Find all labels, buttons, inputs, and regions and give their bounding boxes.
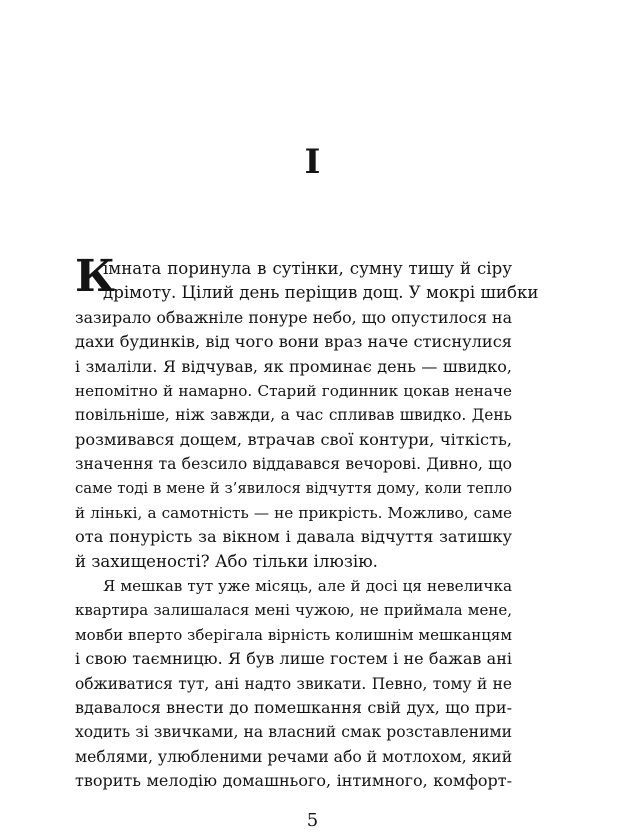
text-line: розмивався дощем, втрачав свої контури, чіткість, <box>75 429 512 449</box>
text-line: й захищеності? Або тільки ілюзію. <box>75 551 378 571</box>
text-line: обживатися тут, ані надто звикати. Певно, тому й не <box>75 674 512 693</box>
text-line: повільніше, ніж завжди, а час спливав швидко. День <box>75 406 512 425</box>
text-line: ходить зі звичками, на власний смак розставленими <box>75 723 512 742</box>
text-line: дахи будинків, від чого вони враз наче стиснулися <box>75 332 512 352</box>
text-line: ота понурість за вікном і давала відчуття затишку <box>75 527 512 547</box>
text-line: меблями, улюбленими речами або й мотлохом, який <box>75 747 513 766</box>
text-line: непомітно й намарно. Старий годинник цокав неначе <box>75 381 512 400</box>
chapter-number: I <box>304 142 321 182</box>
text-line: і змаліли. Я відчував, як проминає день — швидко, <box>75 356 512 376</box>
text-line: й лінькі, а самотність — не прикрість. Можливо, саме <box>75 503 512 522</box>
drop-cap: К <box>75 251 114 302</box>
text-line: зазирало обважніле понуре небо, що опустилося на <box>75 307 512 327</box>
text-line: Я мешкав тут уже місяць, але й досі ця невеличка <box>103 577 512 596</box>
text-line: вдавалося внести до помешкання свій дух, що при- <box>75 698 512 718</box>
text-line: творить мелодію домашнього, інтимного, комфорт- <box>75 771 512 791</box>
paragraph-1 <box>75 251 539 574</box>
paragraph-2 <box>75 574 512 794</box>
page-number: 5 <box>306 810 319 831</box>
text-line: мовби вперто зберігала вірність колишнім мешканцям <box>75 625 512 644</box>
text-line: значення та безсило віддавався вечорові. Дивно, що <box>75 455 512 474</box>
text-line: імната поринула в сутінки, сумну тишу й сіру <box>103 259 512 278</box>
text-line: і свою таємницю. Я був лише гостем і не бажав ані <box>75 649 512 669</box>
text-line: саме тоді в мене й з’явилося відчуття дому, коли тепло <box>75 479 512 497</box>
text-line: дрімоту. Цілий день періщив дощ. У мокрі шибки <box>103 283 539 303</box>
text-line: квартира залишалася мені чужою, не приймала мене, <box>75 601 512 620</box>
body-text <box>75 251 539 794</box>
